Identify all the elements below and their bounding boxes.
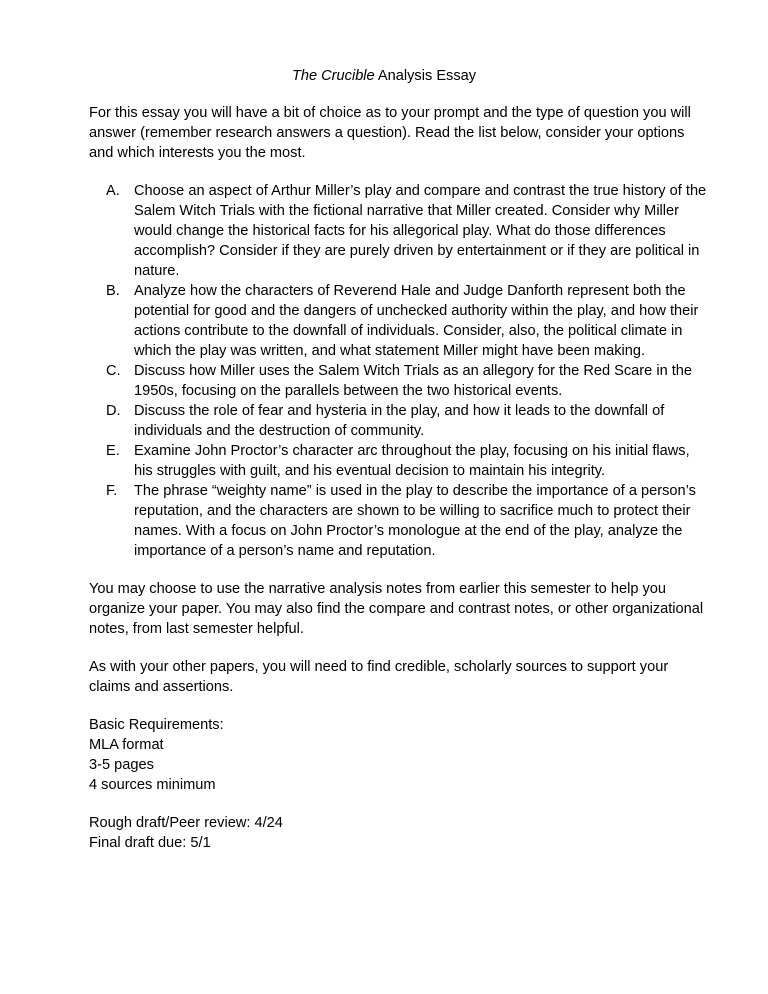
intro-line: For this essay you will have a bit of choice as to your prompt and the type of question you will [89,105,691,121]
prompt-letter: E. [106,443,120,459]
prompt-letter: D. [106,403,121,419]
prompt-item [89,281,699,361]
requirement-line: 4 sources minimum [89,777,216,793]
prompt-list [89,181,707,561]
prompt-letter: C. [106,363,121,379]
prompt-line: his struggles with guilt, and his eventual decision to maintain his integrity. [134,463,606,479]
prompt-line: Choose an aspect of Arthur Miller’s play and compare and contrast the true history of the [134,183,707,199]
prompt-letter: A. [106,183,120,199]
prompt-item [89,441,689,481]
prompt-letter: B. [106,283,120,299]
prompt-line: Discuss how Miller uses the Salem Witch Trials as an allegory for the Red Scare in the [134,363,693,379]
notes-line: You may choose to use the narrative analysis notes from earlier this semester to help you [89,581,667,597]
requirement-line: Basic Requirements: [89,717,224,733]
title-rest: Analysis Essay [374,68,477,84]
prompt-line: individuals and the destruction of community. [134,423,425,439]
notes-paragraph [89,579,704,639]
prompt-item [89,181,707,281]
prompt-item [89,361,693,401]
sources-line: claims and assertions. [89,679,234,695]
prompt-line: names. With a focus on John Proctor’s monologue at the end of the play, analyze the [134,523,683,539]
title-italic: The Crucible [291,68,375,84]
due-dates-block [89,813,689,853]
prompt-letter: F. [106,483,118,499]
prompt-line: Examine John Proctor’s character arc throughout the play, focusing on his initial flaws, [134,443,690,459]
sources-paragraph [89,657,689,697]
intro-line: answer (remember research answers a question). Read the list below, consider your options [89,125,685,141]
intro-line: and which interests you the most. [89,145,306,161]
prompt-item [89,401,689,441]
prompt-line: Discuss the role of fear and hysteria in the play, and how it leads to the downfall of [134,403,665,419]
prompt-line: The phrase “weighty name” is used in the play to describe the importance of a person’s [134,483,696,499]
due-date-line: Final draft due: 5/1 [89,835,211,851]
prompt-line: potential for good and the dangers of unchecked authority within the play, and how their [134,303,699,319]
prompt-line: accomplish? Consider if they are purely driven by entertainment or if they are political in [134,243,700,259]
prompt-line: Analyze how the characters of Reverend Hale and Judge Danforth represent both the [134,283,686,299]
due-date-line: Rough draft/Peer review: 4/24 [89,815,283,831]
prompt-line: nature. [134,263,180,279]
intro-paragraph [89,103,689,163]
prompt-line: actions contribute to the downfall of individuals. Consider, also, the political climate in [134,323,683,339]
prompt-line: which the play was written, and what statement Miller might have been making. [134,343,646,359]
prompt-line: would change the historical facts for his allegorical play. What do those differences [134,223,666,239]
requirement-line: MLA format [89,737,164,753]
document-page [89,66,707,871]
notes-line: organize your paper. You may also find the compare and contrast notes, or other organizational [89,601,704,617]
prompt-line: Salem Witch Trials with the fictional narrative that Miller created. Consider why Miller [134,203,680,219]
prompt-line: reputation, and the characters are shown to be willing to sacrifice much to protect their [134,503,691,519]
notes-line: notes, from last semester helpful. [89,621,304,637]
prompt-line: importance of a person’s name and reputation. [134,543,436,559]
prompt-line: 1950s, focusing on the parallels between the two historical events. [134,383,563,399]
document-title [89,66,679,86]
requirements-block [89,715,689,795]
requirement-line: 3-5 pages [89,757,154,773]
sources-line: As with your other papers, you will need to find credible, scholarly sources to support your [89,659,669,675]
prompt-item [89,481,696,561]
